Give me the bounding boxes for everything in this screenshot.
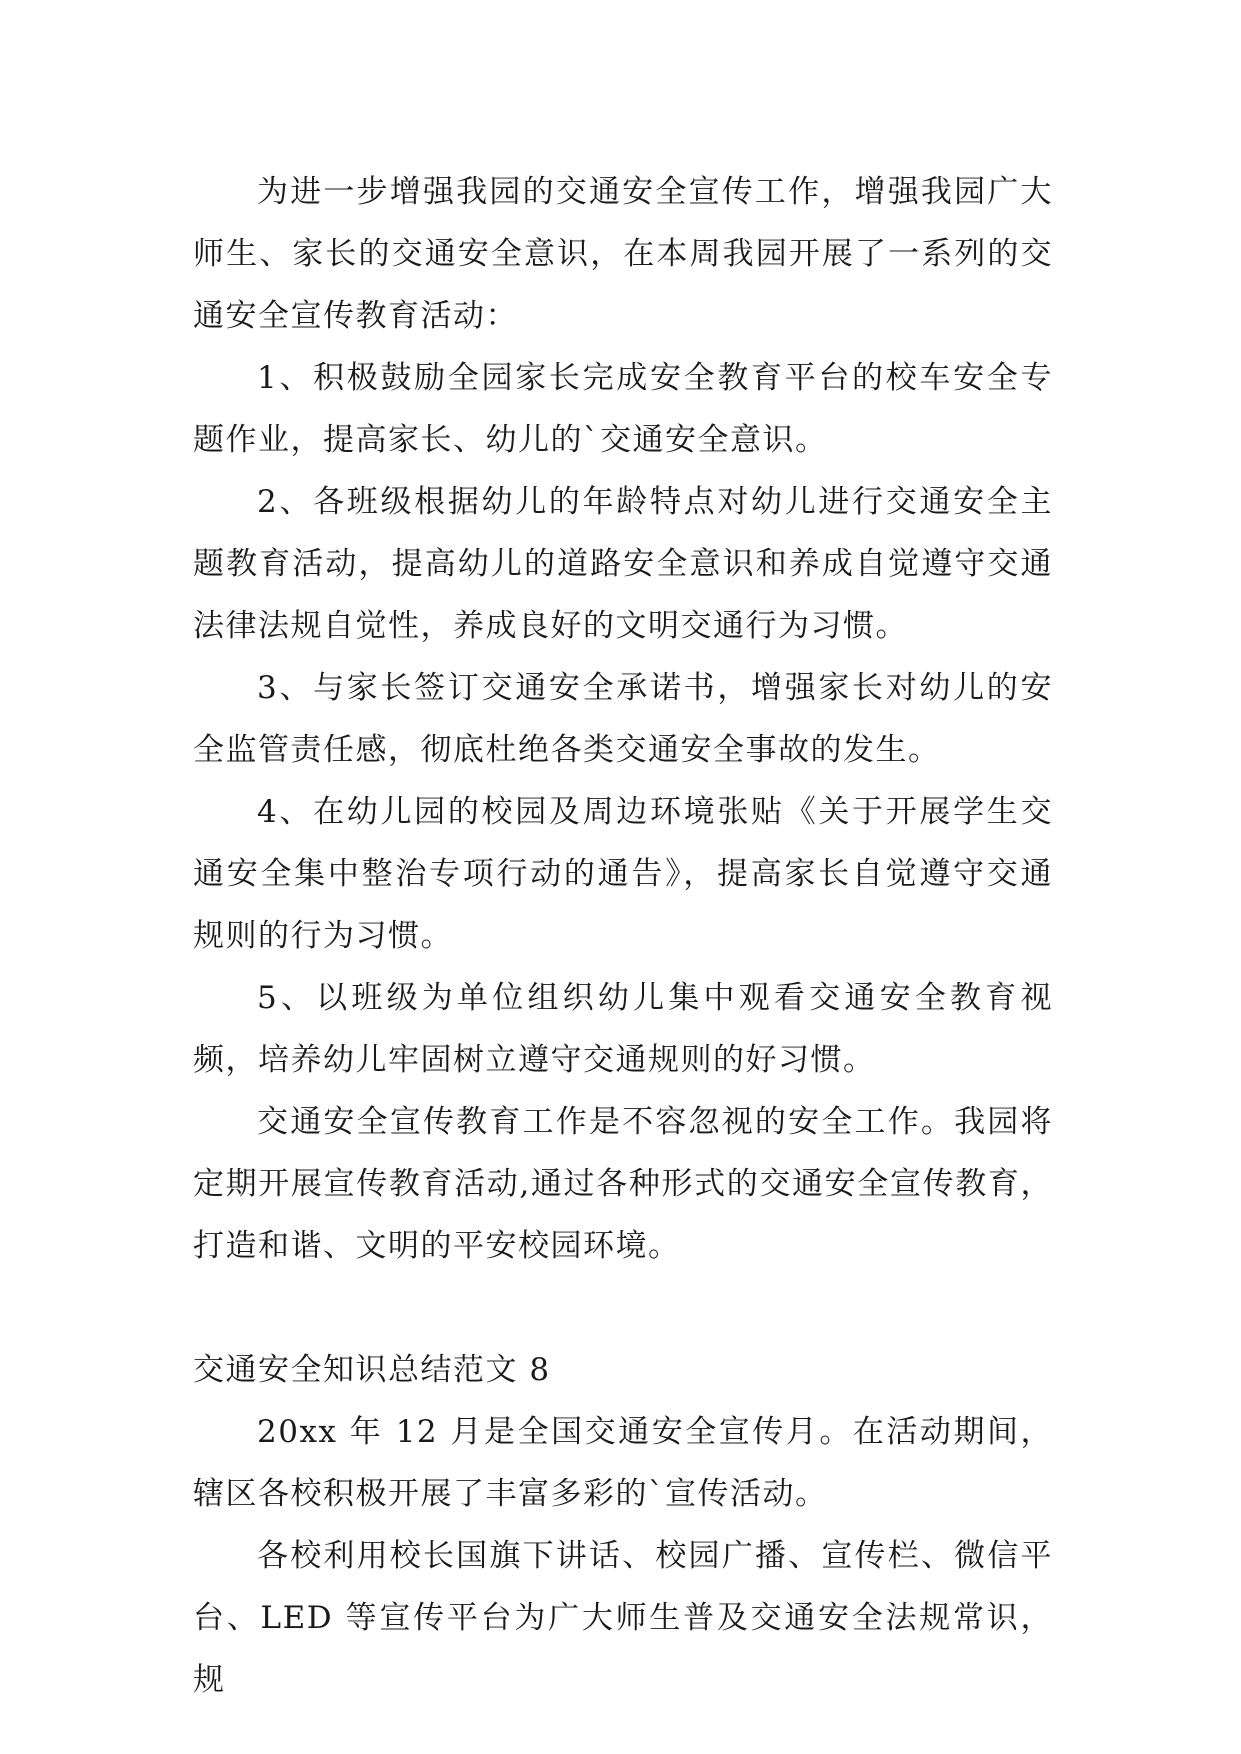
document-body bbox=[193, 161, 1053, 1711]
paragraph-conclusion: 交通安全宣传教育工作是不容忽视的安全工作。我园将定期开展宣传教育活动,通过各种形式的交通安全宣传教育，打造和谐、文明的平安校园环境。 bbox=[193, 1104, 1053, 1264]
paragraph-item-4: 4、在幼儿园的校园及周边环境张贴《关于开展学生交通安全集中整治专项行动的通告》，提高家长自觉遵守交通规则的行为习惯。 bbox=[193, 794, 1053, 954]
paragraph-item-5: 5、以班级为单位组织幼儿集中观看交通安全教育视频，培养幼儿牢固树立遵守交通规则的好习惯。 bbox=[193, 980, 1053, 1078]
paragraph-item-3: 3、与家长签订交通安全承诺书，增强家长对幼儿的安全监管责任感，彻底杜绝各类交通安全事故的发生。 bbox=[193, 670, 1053, 768]
section-heading: 交通安全知识总结范文 8 bbox=[193, 1352, 551, 1388]
paragraph-section-body: 各校利用校长国旗下讲话、校园广播、宣传栏、微信平台、LED 等宣传平台为广大师生普及交通安全法规常识，规 bbox=[193, 1538, 1053, 1698]
paragraph-section-intro: 20xx 年 12 月是全国交通安全宣传月。在活动期间，辖区各校积极开展了丰富多彩的`宣传活动。 bbox=[193, 1414, 1053, 1512]
paragraph-item-2: 2、各班级根据幼儿的年龄特点对幼儿进行交通安全主题教育活动，提高幼儿的道路安全意识和养成自觉遵守交通法律法规自觉性，养成良好的文明交通行为习惯。 bbox=[193, 484, 1053, 644]
paragraph-intro: 为进一步增强我园的交通安全宣传工作，增强我园广大师生、家长的交通安全意识，在本周我园开展了一系列的交通安全宣传教育活动： bbox=[193, 174, 1053, 334]
paragraph-item-1: 1、积极鼓励全园家长完成安全教育平台的校车安全专题作业，提高家长、幼儿的`交通安全意识。 bbox=[193, 360, 1053, 458]
